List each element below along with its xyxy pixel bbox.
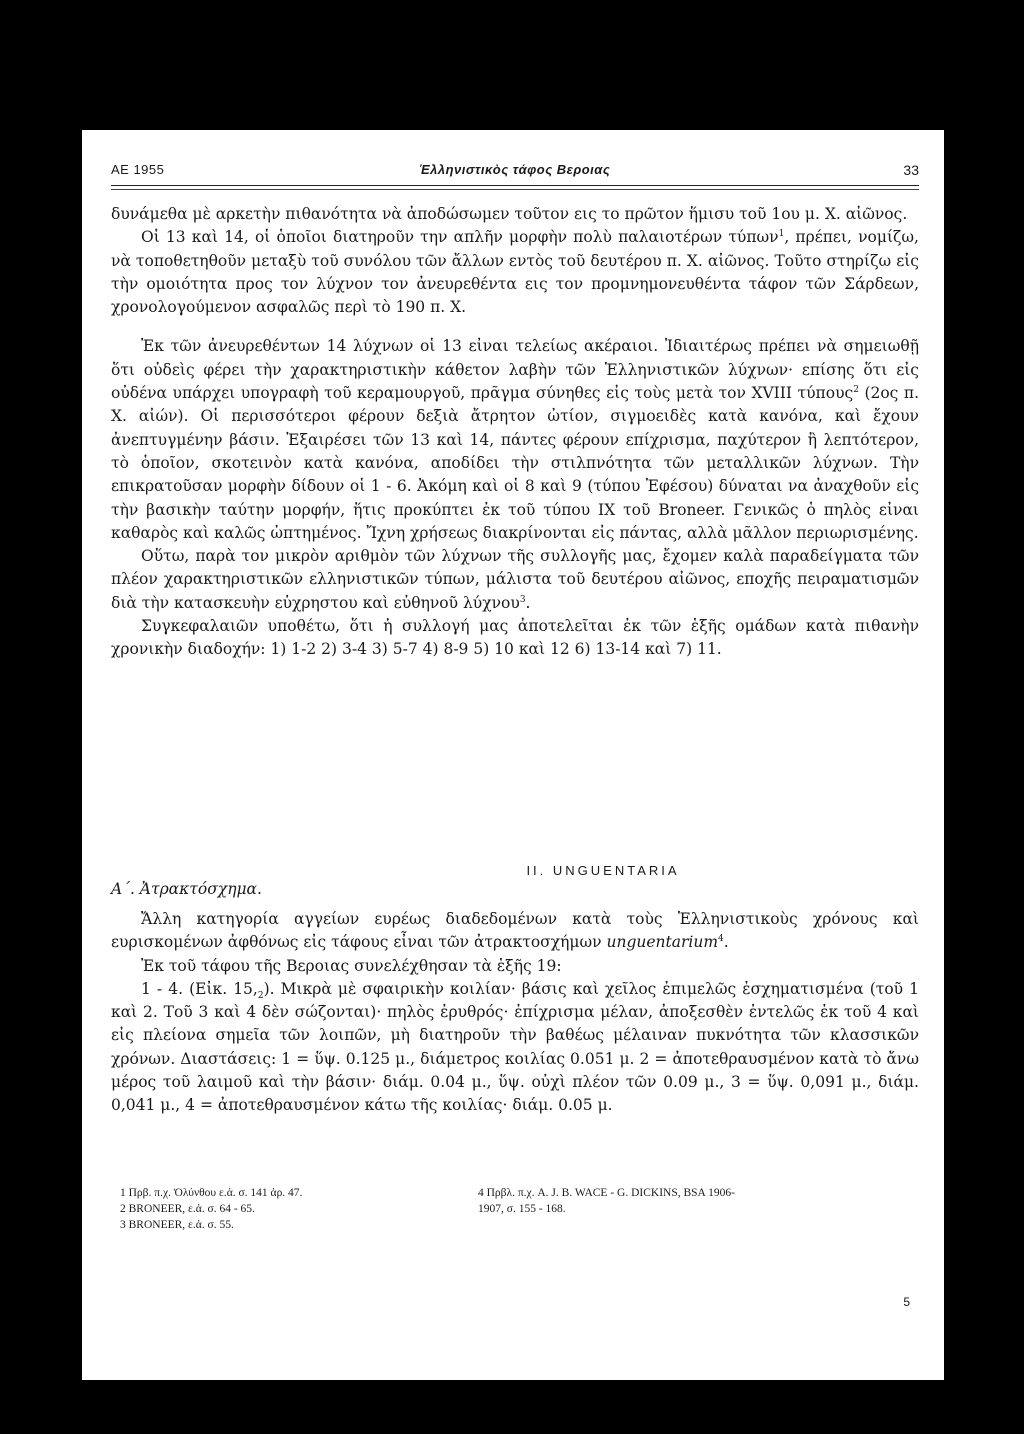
header-rule-top [111,185,919,186]
footnote: 1 Πρβ. π.χ. Ὀλύνθου ε.ἁ. σ. 141 ἀρ. 47. [120,1187,303,1199]
subsection-heading: Α΄. Ἀτρακτόσχημα. [111,880,262,898]
text-run: ). Μικρὰ μὲ σφαιρικὴν κοιλίαν· βάσις καὶ χεῖλος ἐπιμελῶς ἐσχηματισμένα (τοῦ 1 καὶ 2. Τοῦ 3 καὶ 4 δὲν σώζονται)· πηλὸς ἐρυθρός· ἐπίχρισμα μέλαν, ἀποξεσθὲν ἐντελῶς ἐκ τοῦ 4 καὶ εἰς πλείονα σημεῖα τῶν λοιπῶν, μὴ διατηροῦν τὴν βαθέως μέλαιναν πυκνότητα τῶν κλασσικῶν χρόνων. Διαστάσεις: 1 = ὕψ. 0.125 μ., διάμετρος κοιλίας 0.051 μ. 2 = ἀποτεθραυσμένον κατὰ τὸ ἄνω μέρος τοῦ λαιμοῦ καὶ τὴν βάσιν· διάμ. 0.04 μ., ὕψ. οὐχὶ πλέον τῶν 0.09 μ., 3 = ὕψ. 0,091 μ., διάμ. 0,041 μ., 4 = ἀποτεθραυσμένον κάτω τῆς κοιλίας· διάμ. 0.05 μ. [111,979,919,1115]
section-text-block [111,908,919,1118]
text-run: Ἐκ τῶν ἀνευρεθέντων 14 λύχνων οἱ 13 εἰναι τελείως ακέραιοι. Ἰδιαιτέρως πρέπει νὰ σημειωθῇ ὅτι οὐδεὶς φέρει τὴν χαρακτηριστικὴν κάθετον λαβὴν τῶν Ἑλληνιστικῶν λύχνων· επίσης ὅτι εἰς οὐδένα υπάρχει υπογραφὴ τοῦ κεραμουργοῦ, πρᾶγμα σύνηθες εἰς τοὺς μετὰ τον XVIII τύπους [111,337,919,403]
figure-subscript: 2 [257,990,264,1001]
document-page [82,130,944,1380]
footnote: 3 BRONEER, ε.ἁ. σ. 55. [120,1219,234,1231]
footnotes-left-column [120,1185,470,1233]
text-run: Οὕτω, παρὰ τον μικρὸν αριθμὸν τῶν λύχνων τῆς συλλογῆς μας, ἔχομεν καλὰ παραδείγματα τῶν πλέον χαρακτηριστικῶν ελληνιστικῶν τύπων, μάλιστα τοῦ δευτέρου αἰῶνος, εποχῆς πειραματισμῶν διὰ τὴν κατασκευὴν εὐχρηστου καὶ εὐθηνοῦ λύχνου [111,547,919,612]
main-text-block [111,203,919,662]
paragraph [111,978,919,1118]
header-rule-bottom [111,189,919,190]
footnote: 4 Πρβλ. π.χ. A. J. B. WACE - G. DICKINS, BSA 1906- [478,1187,735,1199]
paragraph [111,955,919,978]
journal-reference: AE 1955 [111,162,165,177]
section-heading: II. UNGUENTARIA [526,863,680,878]
footnote: 1907, σ. 155 - 168. [478,1203,566,1215]
page-folio: 33 [903,162,919,178]
footnote-marker: 1 [778,229,785,240]
footnote-marker: 3 [519,594,526,605]
paragraph [111,335,919,545]
text-run: Οἱ 13 καὶ 14, οἱ ὁποῖοι διατηροῦν την απλῆν μορφὴν πολὺ παλαιοτέρων τύπων [141,228,779,247]
latin-term: unguentarium [606,933,719,952]
paragraph [111,615,919,662]
text-run: , πρέπει, νομίζω, νὰ τοποθετηθοῦν μεταξὺ τοῦ συνόλου τῶν ἄλλων εντὸς τοῦ δευτέρου π. Χ. αἰῶνος. Τοῦτο στηρίζω εἰς τὴν ομοιότητα προς τον λύχνον τον ἀνευρεθέντα εις τον προμνημονευθέντα τάφον τῶν Σάρδεων, χρονολογούμενον ασφαλῶς περὶ τὸ 190 π. Χ. [111,228,919,317]
footnote-marker: 2 [853,384,859,395]
paragraph [111,908,919,955]
text-run: . [723,933,729,952]
text-run: Ἄλλη κατηγορία αγγείων ευρέως διαδεδομένων κατὰ τοὺς Ἑλληνιστικοὺς χρόνους καὶ ευρισκομένων ἀφθόνως εἰς τάφους εἶναι τῶν ἀτρακτοσχήμων [111,910,919,952]
text-run: Ἐκ τοῦ τάφου τῆς Βεροιας συνελέχθησαν τὰ ἑξῆς 19: [141,956,562,975]
running-header [111,162,919,184]
footnotes-right-column [478,1185,878,1217]
paragraph [111,203,919,226]
text-run: 1 - 4. (Εἰκ. 15, [141,979,258,998]
text-run: . [525,593,531,612]
running-title: Ἑλληνιστικὸς τάφος Βεροιας [419,162,611,177]
text-run: Συγκεφαλαιῶν υποθέτω, ὅτι ἡ συλλογή μας ἀποτελεῖται ἐκ τῶν ἑξῆς ομάδων κατὰ πιθανὴν χρονικὴν διαδοχήν: 1) 1-2 2) 3-4 3) 5-7 4) 8-9 5) 10 καὶ 12 6) 13-14 καὶ 7) 11. [111,617,919,659]
text-run: δυνάμεθα μὲ αρκετὴν πιθανότητα νὰ ἀποδώσωμεν τοῦτον εις το πρῶτον ἥμισυ τοῦ 1ου μ. Χ. αἰῶνος. [111,205,908,223]
paragraph [111,226,919,319]
sheet-number: 5 [903,1295,910,1309]
footnote-marker: 4 [718,934,724,945]
text-run: (2ος π. Χ. αἰών). Οἱ περισσότεροι φέρουν δεξιὰ ἄτρητον ὠτίον, σιγμοειδὲς κατὰ κανόνα, καὶ ἔχουν ἀνεπτυγμένην βάσιν. Ἐξαιρέσει τῶν 13 καὶ 14, πάντες φέρουν επίχρισμα, παχύτερον ἢ λεπτότερον, τὸ ὁποῖον, σκοτεινὸν κατὰ κανόνα, αποδίδει τὴν στιλπνότητα τῶν μεταλλικῶν λύχνων. Τὴν επικρατοῦσαν μορφὴν δίδουν οἱ 1 - 6. Ἀκόμη καὶ οἱ 8 καὶ 9 (τύπου Ἐφέσου) δύναται να ἀναχθοῦν εἰς τὴν βασικὴν ταύτην μορφήν, ἥτις προκύπτει ἐκ τοῦ τύπου IX τοῦ Broneer. Γενικῶς ὁ πηλὸς εἰναι καθαρὸς καὶ καλῶς ὠπτημένος. Ἴχνη χρήσεως διακρίνονται εἰς πάντας, αλλὰ μᾶλλον περιωρισμένης. [111,384,919,542]
footnote: 2 BRONEER, ε.ἁ. σ. 64 - 65. [120,1203,255,1215]
paragraph [111,545,919,615]
